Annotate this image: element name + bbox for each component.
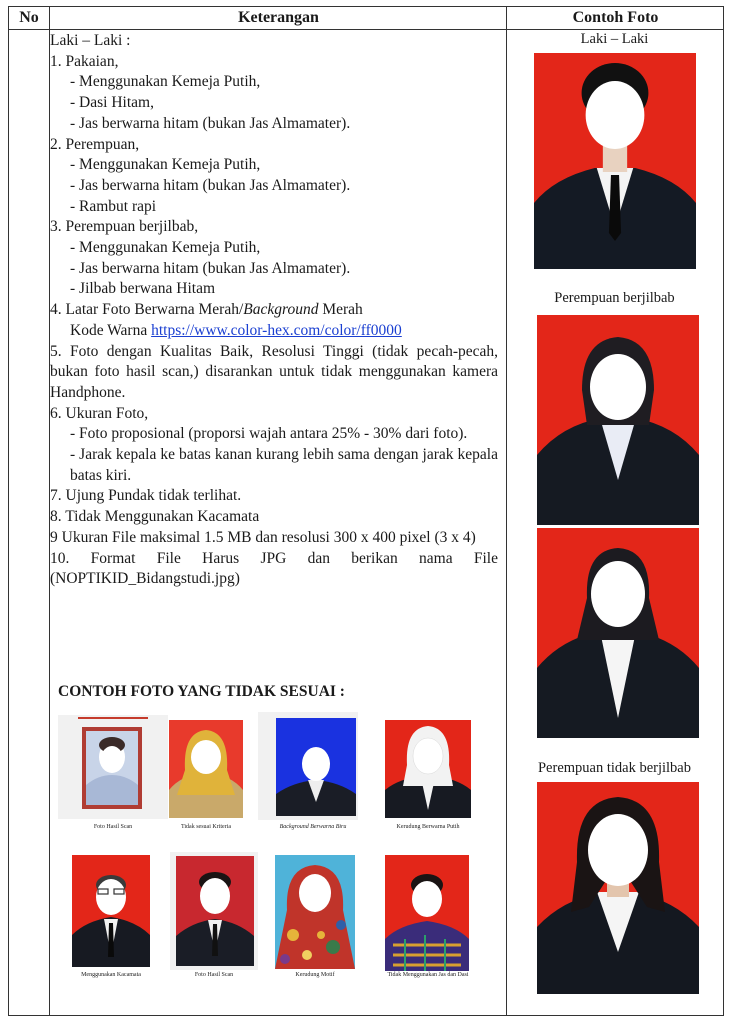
item-1-sub: - Dasi Hitam, [70, 94, 154, 112]
item-7: 7. Ujung Pundak tidak terlihat. [50, 487, 242, 505]
item-4-text-end: Merah [318, 301, 363, 319]
keterangan-text [50, 31, 498, 590]
wrong-photo-scan-1 [58, 715, 168, 819]
label-perempuan-tidak-berjilbab: Perempuan tidak berjilbab [537, 760, 691, 776]
caption-background-biru: Background Berwarna Biru [279, 824, 347, 830]
header-contoh-foto: Contoh Foto [572, 9, 659, 26]
label-laki-laki: Laki – Laki [580, 31, 649, 47]
caption-tidak-sesuai-kriteria: Tidak sesuai Kriteria [180, 824, 232, 830]
wrong-photo-motif-hijab [275, 855, 355, 969]
item-4-italic: Background [243, 301, 319, 319]
color-hex-link[interactable]: https://www.color-hex.com/color/ff0000 [151, 321, 402, 339]
caption-menggunakan-kacamata: Menggunakan Kacamata [81, 972, 141, 978]
example-photo-female-hijab-2 [537, 528, 699, 738]
example-photo-female-hijab-1 [537, 315, 699, 525]
item-3-sub: - Menggunakan Kemeja Putih, [70, 239, 261, 257]
wrong-photo-scan-2 [170, 852, 258, 970]
item-2-sub: - Menggunakan Kemeja Putih, [70, 156, 261, 174]
caption-foto-hasil-scan-2: Foto Hasil Scan [194, 972, 234, 978]
caption-kerudung-putih: Kerudung Berwarna Putih [396, 824, 460, 830]
header-no: No [19, 9, 39, 26]
item-1-sub: - Menggunakan Kemeja Putih, [70, 73, 261, 91]
label-perempuan-berjilbab: Perempuan berjilbab [554, 290, 675, 306]
item-2-sub: - Jas berwarna hitam (bukan Jas Almamater). [70, 176, 351, 194]
item-3-sub: - Jilbab berwana Hitam [70, 280, 216, 298]
item-4 [50, 300, 498, 321]
column-divider [506, 7, 507, 1015]
item-1: 1. Pakaian, [50, 52, 119, 70]
caption-foto-hasil-scan-1: Foto Hasil Scan [93, 824, 133, 830]
item-3-sub: - Jas berwarna hitam (bukan Jas Almamater). [70, 259, 351, 277]
wrong-photo-criteria [169, 720, 243, 818]
wrong-examples-title: CONTOH FOTO YANG TIDAK SESUAI : [58, 683, 345, 700]
header-divider [9, 29, 723, 30]
item-10: 10. Format File Harus JPG dan berikan nama File (NOPTIKID_Bidangstudi.jpg) [50, 549, 498, 588]
example-photo-male [534, 53, 696, 269]
item-4-kode [50, 321, 498, 342]
intro-line: Laki – Laki : [50, 32, 131, 49]
example-photo-female-no-hijab [537, 782, 699, 994]
item-4-text: 4. Latar Foto Berwarna Merah/ [50, 301, 244, 319]
caption-tidak-jas-dasi: Tidak Menggunakan Jas dan Dasi [387, 972, 469, 978]
item-2: 2. Perempuan, [50, 135, 140, 153]
item-9: 9 Ukuran File maksimal 1.5 MB dan resolusi 300 x 400 pixel (3 x 4) [50, 528, 476, 546]
wrong-photo-no-suit [385, 855, 469, 971]
item-6: 6. Ukuran Foto, [50, 404, 149, 422]
item-6-sub: - Foto proposional (proporsi wajah antara 25% - 30% dari foto). [70, 425, 468, 443]
wrong-photo-white-hijab [385, 720, 471, 818]
item-8: 8. Tidak Menggunakan Kacamata [50, 508, 260, 526]
item-1-sub: - Jas berwarna hitam (bukan Jas Almamater). [70, 114, 351, 132]
wrong-photo-blue-bg [258, 712, 358, 820]
item-6-sub: - Jarak kepala ke batas kanan kurang lebih sama dengan jarak kepala batas kiri. [70, 446, 498, 484]
item-3: 3. Perempuan berjilbab, [50, 218, 199, 236]
item-5: 5. Foto dengan Kualitas Baik, Resolusi Tinggi (tidak pecah-pecah, bukan foto hasil scan,) disarankan untuk tidak menggunakan kamera Handphone. [50, 342, 498, 401]
header-keterangan: Keterangan [238, 9, 319, 26]
wrong-photo-glasses [72, 855, 150, 967]
item-2-sub: - Rambut rapi [70, 197, 157, 215]
caption-kerudung-motif: Kerudung Motif [295, 972, 335, 978]
kode-warna-label: Kode Warna [70, 321, 152, 339]
